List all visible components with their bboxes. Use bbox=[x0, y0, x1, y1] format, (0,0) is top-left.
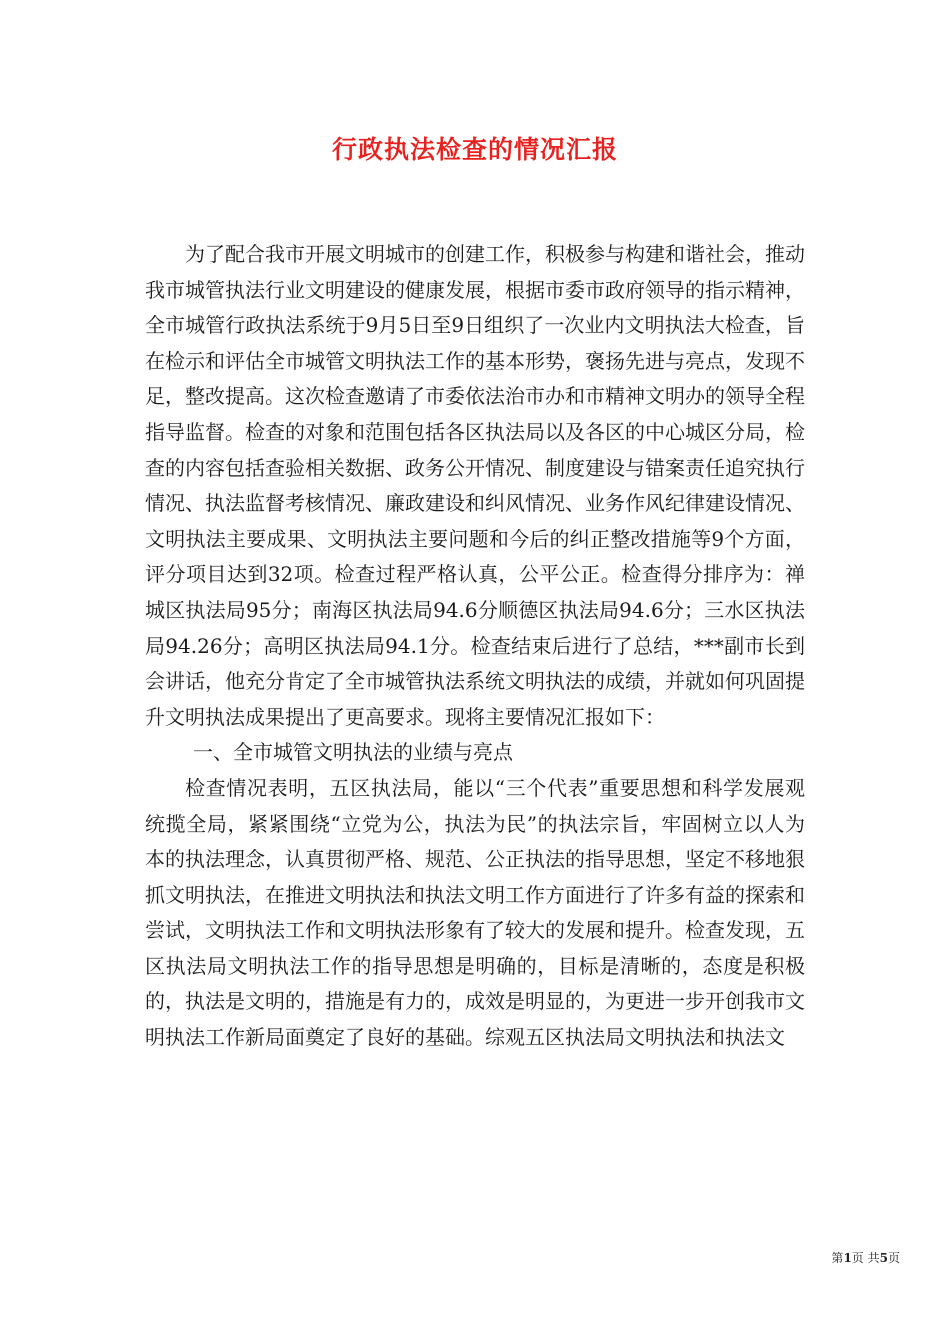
document-body bbox=[145, 237, 805, 1056]
section-heading: 一、全市城管文明执法的业绩与亮点 bbox=[193, 740, 513, 765]
page-number bbox=[0, 1250, 900, 1266]
total-pages: 5 bbox=[879, 1251, 888, 1265]
current-page: 1 bbox=[843, 1251, 852, 1265]
section-paragraph: 检查情况表明，五区执法局，能以“三个代表”重要思想和科学发展观统揽全局，紧紧围绕“立党为公，执法为民”的执法宗旨，牢固树立以人为本的执法理念，认真贯彻严格、规范、公正执法的指导思想，坚定不移地狠抓文明执法，在推进文明执法和执法文明工作方面进行了许多有益的探索和尝试，文明执法工作和文明执法形象有了较大的发展和提升。检查发现，五区执法局文明执法工作的指导思想是明确的，目标是清晰的，态度是积极的，执法是文明的，措施是有力的，成效是明显的，为更进一步开创我市文明执法工作新局面奠定了良好的基础。综观五区执法局文明执法和执法文 bbox=[145, 775, 805, 1050]
page-middle: 页 共 bbox=[851, 1251, 880, 1265]
page-title: 行政执法检查的情况汇报 bbox=[331, 135, 618, 164]
intro-paragraph: 为了配合我市开展文明城市的创建工作，积极参与构建和谐社会，推动我市城管执法行业文明建设的健康发展，根据市委市政府领导的指示精神，全市城管行政执法系统于9月5日至9日组织了一次业内文明执法大检查，旨在检示和评估全市城管文明执法工作的基本形势，褒扬先进与亮点，发现不足，整改提高。这次检查邀请了市委依法治市办和市精神文明办的领导全程指导监督。检查的对象和范围包括各区执法局以及各区的中心城区分局，检查的内容包括查验相关数据、政务公开情况、制度建设与错案责任追究执行情况、执法监督考核情况、廉政建设和纠风情况、业务作风纪律建设情况、文明执法主要成果、文明执法主要问题和今后的纠正整改措施等9个方面，评分项目达到32项。检查过程严格认真，公平公正。检查得分排序为：禅城区执法局95分；南海区执法局94.6分顺德区执法局94.6分；三水区执法局94.26分；高明区执法局94.1分。检查结束后进行了总结，***副市长到会讲话，他充分肯定了全市城管执法系统文明执法的成绩，并就如何巩固提升文明执法成果提出了更高要求。现将主要情况汇报如下： bbox=[145, 242, 805, 729]
page-suffix: 页 bbox=[887, 1251, 900, 1265]
page-prefix: 第 bbox=[831, 1251, 844, 1265]
